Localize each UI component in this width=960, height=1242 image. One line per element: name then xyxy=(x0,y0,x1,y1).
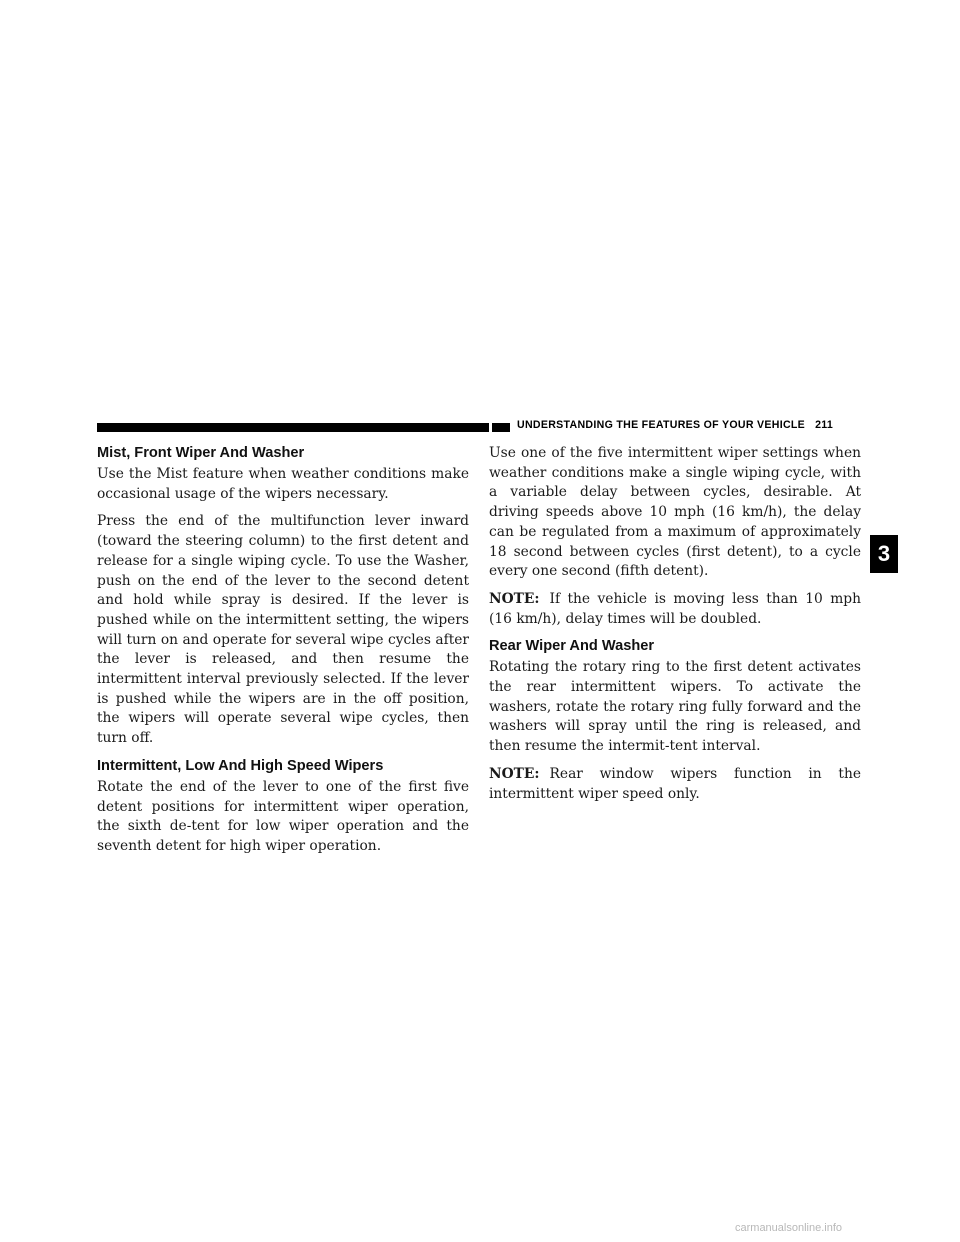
note-text: Rear window wipers function in the intermittent wiper speed only. xyxy=(489,765,861,802)
header-rule xyxy=(97,423,489,432)
page-number: 211 xyxy=(815,419,834,431)
left-column xyxy=(97,444,469,865)
watermark: carmanualsonline.info xyxy=(735,1222,843,1234)
running-header-title: UNDERSTANDING THE FEATURES OF YOUR VEHICLE xyxy=(517,419,806,431)
note-paragraph xyxy=(489,765,861,804)
paragraph: Use one of the five intermittent wiper settings when weather conditions make a single wiping cycle, with a variable delay between cycles, desirable. At driving speeds above 10 mph (16 km/h), the delay can be regulated from a maximum of approximately 18 second between cycles (first detent), to a cycle every one second (fifth detent). xyxy=(489,445,861,580)
section-heading-rear-wiper: Rear Wiper And Washer xyxy=(489,638,655,655)
paragraph: Rotating the rotary ring to the first detent activates the rear intermittent wipers. To activate the washers, rotate the rotary ring fully forward and the washers will spray until the ring is released, and then resume the intermit-tent interval. xyxy=(489,659,861,755)
running-header xyxy=(517,419,833,431)
paragraph: Press the end of the multifunction lever inward (toward the steering column) to the first detent and release for a single wiping cycle. To use the Washer, push on the end of the lever to the second detent and hold while spray is desired. If the lever is pushed while on the intermittent setting, the wipers will turn on and operate for several wipe cycles after the lever is released, and then resume the intermittent interval previously selected. If the lever is pushed while the wipers are in the off position, the wipers will operate several wipe cycles, then turn off. xyxy=(97,513,469,747)
header-rule-short xyxy=(492,423,510,432)
note-paragraph xyxy=(489,590,861,629)
note-label: NOTE: xyxy=(489,765,540,782)
chapter-tab: 3 xyxy=(870,535,898,573)
section-heading-intermittent: Intermittent, Low And High Speed Wipers xyxy=(97,757,384,774)
paragraph: Rotate the end of the lever to one of the first five detent positions for intermittent wiper operation, the sixth de-tent for low wiper operation and the seventh detent for high wiper operation. xyxy=(97,778,469,854)
note-text: If the vehicle is moving less than 10 mph (16 km/h), delay times will be doubled. xyxy=(489,590,861,627)
paragraph: Use the Mist feature when weather conditions make occasional usage of the wipers necessary. xyxy=(97,466,469,502)
right-column xyxy=(489,444,861,812)
section-heading-mist: Mist, Front Wiper And Washer xyxy=(97,445,305,461)
note-label: NOTE: xyxy=(489,590,540,607)
